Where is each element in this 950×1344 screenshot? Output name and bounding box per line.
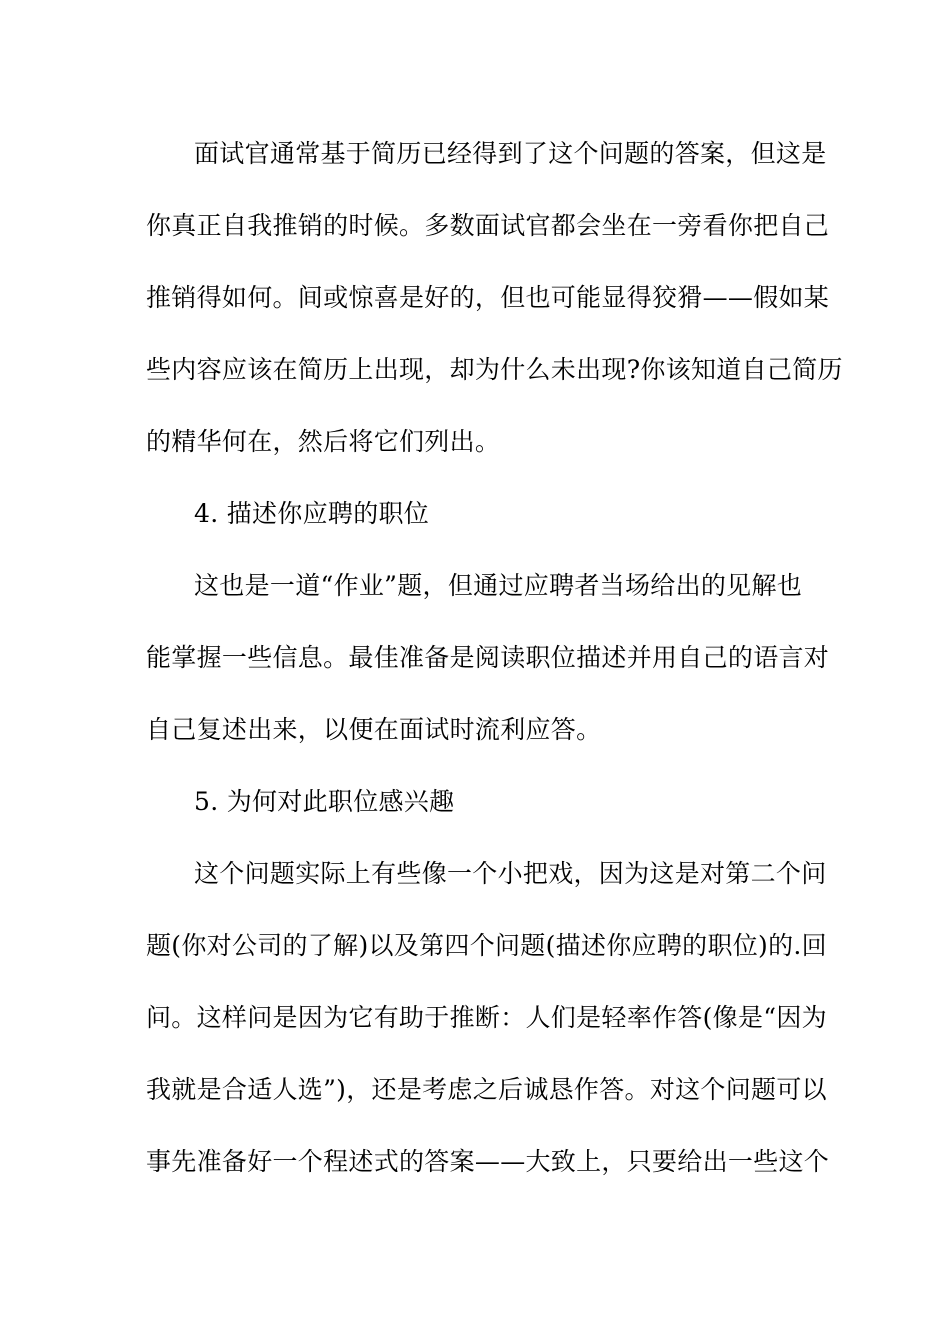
paragraph-line: 些内容应该在简历上出现，却为什么未出现?你该知道自己简历 — [146, 355, 843, 384]
paragraph-line: 能掌握一些信息。最佳准备是阅读职位描述并用自己的语言对 — [146, 643, 830, 672]
paragraph-line: 事先准备好一个程述式的答案——大致上，只要给出一些这个 — [146, 1147, 830, 1176]
paragraph-line: 推销得如何。间或惊喜是好的，但也可能显得狡猾——假如某 — [146, 283, 830, 312]
paragraph-line: 你真正自我推销的时候。多数面试官都会坐在一旁看你把自己 — [146, 211, 830, 240]
paragraph-line: 这个问题实际上有些像一个小把戏，因为这是对第二个问 — [194, 859, 827, 888]
paragraph-line: 我就是合适人选”)，还是考虑之后诚恳作答。对这个问题可以 — [146, 1075, 827, 1104]
paragraph-line: 问。这样问是因为它有助于推断：人们是轻率作答(像是“因为 — [146, 1003, 827, 1032]
paragraph-line: 面试官通常基于简历已经得到了这个问题的答案，但这是 — [194, 139, 827, 168]
section-heading: 5. 为何对此职位感兴趣 — [194, 787, 455, 816]
paragraph-line: 自己复述出来，以便在面试时流利应答。 — [146, 715, 602, 744]
paragraph-line: 的精华何在，然后将它们列出。 — [146, 427, 501, 456]
paragraph-line: 题(你对公司的了解)以及第四个问题(描述你应聘的职位)的.回 — [146, 931, 827, 960]
section-heading: 4. 描述你应聘的职位 — [194, 499, 430, 528]
paragraph-line: 这也是一道“作业”题，但通过应聘者当场给出的见解也 — [194, 571, 803, 600]
